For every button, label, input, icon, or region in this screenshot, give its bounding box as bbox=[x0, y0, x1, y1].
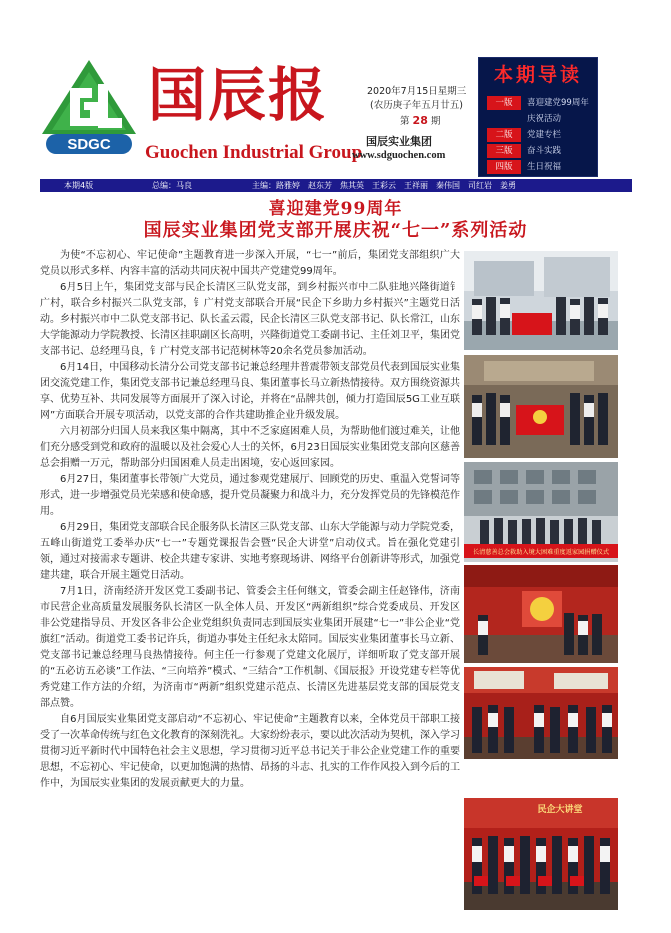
website-url: www.sdguochen.com bbox=[352, 150, 446, 161]
preview-item[interactable]: 四版 生日祝福 bbox=[487, 154, 561, 168]
preview-item[interactable]: 二版 党建专栏 bbox=[487, 122, 561, 136]
photo-mobile-exchange bbox=[464, 355, 618, 458]
photo-lecture-ceremony bbox=[464, 798, 618, 910]
paragraph: 自6月国辰实业集团党支部启动“不忘初心、牢记使命”主题教育以来，全体党员干部职工接受了一次革命传统与红色文化教育的深刻洗礼。大家纷纷表示，要以此次活动为契机，深入学习贯彻习近平新时代中国特色社会主义思想，学习贯彻习近平总书记关于非公企业党建工作的重要思想，不忘初心、牢记使命，以更加饱满的热情、昂扬的斗志、扎实的工作作风投入到今后的工作中，为国辰实业集团的发展贡献更大的力量。 bbox=[40, 714, 460, 789]
paragraph: 六月初部分归国人员来我区集中隔离，其中不乏家庭困难人员，为帮助他们渡过难关，让他们充分感受到党和政府的温暖以及社会爱心人士的关怀，6月23日国辰实业集团党支部向区慈善总会捐赠一万元，帮助部分归国困难人员走出困境，安心返回家园。 bbox=[40, 426, 460, 469]
lunar-date: (农历庚子年五月廿五) bbox=[370, 100, 463, 111]
publisher-name: 国辰实业集团 bbox=[366, 135, 432, 148]
paragraph: 6月5日上午，集团党支部与民企长清区三队党支部，到乡村振兴市中二队驻地兴隆街道钅广村，联合乡村振兴二队党支部，钅广村党支部联合开展“民企下乡助力乡村振兴”主题党日活动。乡村振兴市中二队党支部书记、队长孟云霞，民企长清区三队党支部书记、队长常江，山东大学能源动力学院教授、长清区挂职副区长高明，兴隆街道党工委副书记、主任刘卫平，集团党支部书记、总经理马良，钅广村党支部书记范树林等20余名党员参加活动。 bbox=[40, 282, 460, 357]
banner-text: 长清慈善总会救助入境大困难重度返家园捐赠仪式 bbox=[472, 549, 610, 556]
newspaper-title: 国辰报 bbox=[148, 61, 329, 129]
paragraph: 7月1日，济南经济开发区党工委副书记、管委会主任何继文，管委会副主任赵锋伟，济南市民营企业高质量发展服务队长清区一队全体人员、开发区“两新组织”综合党委成员、开发区非公党建指导员、开发区各非公企业党组织负责同志到国辰实业集团开展建“七一”非公企业“党旗红”活动。街道党工委书记许兵，街道办事处主任纪永太陪同。国辰实业集团董事长马立新、党支部书记兼总经理马良热情接待。何主任一行参观了党建文化展厅，详细听取了党支部开展的“五必访五必谈”工作法、“三向培养”模式、“三结合”工作机制、《国辰报》开设党建专栏等优秀党建工作方法的介绍，为济南市“两新”组织党建示范点、长清区先进基层党支部的国辰党支部点赞。 bbox=[40, 586, 460, 709]
photo-exhibition-visit bbox=[464, 667, 618, 759]
issue-preview-box bbox=[478, 57, 598, 177]
preview-tag: 三版 bbox=[487, 144, 521, 158]
paragraph: 为使“不忘初心、牢记使命”主题教育进一步深入开展，“七一”前后，集团党支部组织广大党员以形式多样、内容丰富的活动共同庆祝中国共产党建党99周年。 bbox=[40, 250, 460, 277]
article-body bbox=[40, 248, 460, 792]
banner-text: 民企大讲堂 bbox=[537, 805, 583, 815]
page-count: 本期4版 bbox=[64, 181, 94, 190]
preview-item[interactable]: 三版 奋斗实践 bbox=[487, 138, 561, 152]
editors-list: 主编：路雅婷 赵东芳 焦其英 王彩云 王祥丽 秦伟国 司红岩 姜勇 bbox=[252, 181, 516, 190]
paragraph: 6月14日，中国移动长清分公司党支部书记兼总经理井普震带领支部党员代表到国辰实业集团交流党建工作，集团党支部书记兼总经理马良、集团董事长马立新热情接待。双方围绕资源共享、优势互补、共同发展等方面展开了深入讨论，并将在“品牌共创，倾力打造国辰5G工业互联网”方面联合开展专项活动，以党支部的合作共建助推企业升级发展。 bbox=[40, 362, 460, 421]
photo-party-hall bbox=[464, 565, 618, 663]
paragraph: 6月27日，集团董事长带领广大党员，通过参观党建展厅、回顾党的历史、重温入党誓词等形式，进一步增强党员光荣感和使命感，提升党员凝聚力和战斗力，充分发挥党员的先锋模范作用。 bbox=[40, 474, 460, 517]
editor-in-chief: 总编：马良 bbox=[152, 181, 192, 190]
company-logo bbox=[40, 58, 138, 158]
staff-bar bbox=[40, 179, 632, 192]
preview-tag: 二版 bbox=[487, 128, 521, 142]
newspaper-title-en: Guochen Industrial Group bbox=[145, 142, 363, 163]
preview-title: 本期导读 bbox=[493, 64, 582, 86]
preview-item[interactable]: 一版 喜迎建党99周年 bbox=[487, 90, 589, 104]
headline-main: 喜迎建党99周年 bbox=[268, 199, 403, 219]
headline-sub: 国辰实业集团党支部开展庆祝“七一”系列活动 bbox=[143, 220, 528, 241]
preview-tag: 四版 bbox=[487, 160, 521, 174]
preview-tag: 一版 bbox=[487, 96, 521, 110]
preview-item[interactable]: 庆祝活动 bbox=[527, 114, 562, 124]
issue-number: 第 28 期 bbox=[400, 114, 441, 127]
logo-text: SDGC bbox=[67, 136, 111, 153]
issue-number-value: 28 bbox=[412, 114, 428, 127]
paragraph: 6月29日，集团党支部联合民企服务队长清区三队党支部、山东大学能源与动力学院党委，五峰山街道党工委举办庆“七一”专题党课报告会暨“民企大讲堂”启动仪式。旨在强化党建引领，通过对接需求专题讲、校企共建专家讲、实地考察现场讲、网络平台创新讲等形式，加强党建共建，联合开展主题党日活动。 bbox=[40, 522, 460, 581]
photo-charity-donation bbox=[464, 462, 618, 562]
issue-date: 2020年7月15日星期三 bbox=[367, 86, 467, 97]
photo-village-group bbox=[464, 251, 618, 350]
